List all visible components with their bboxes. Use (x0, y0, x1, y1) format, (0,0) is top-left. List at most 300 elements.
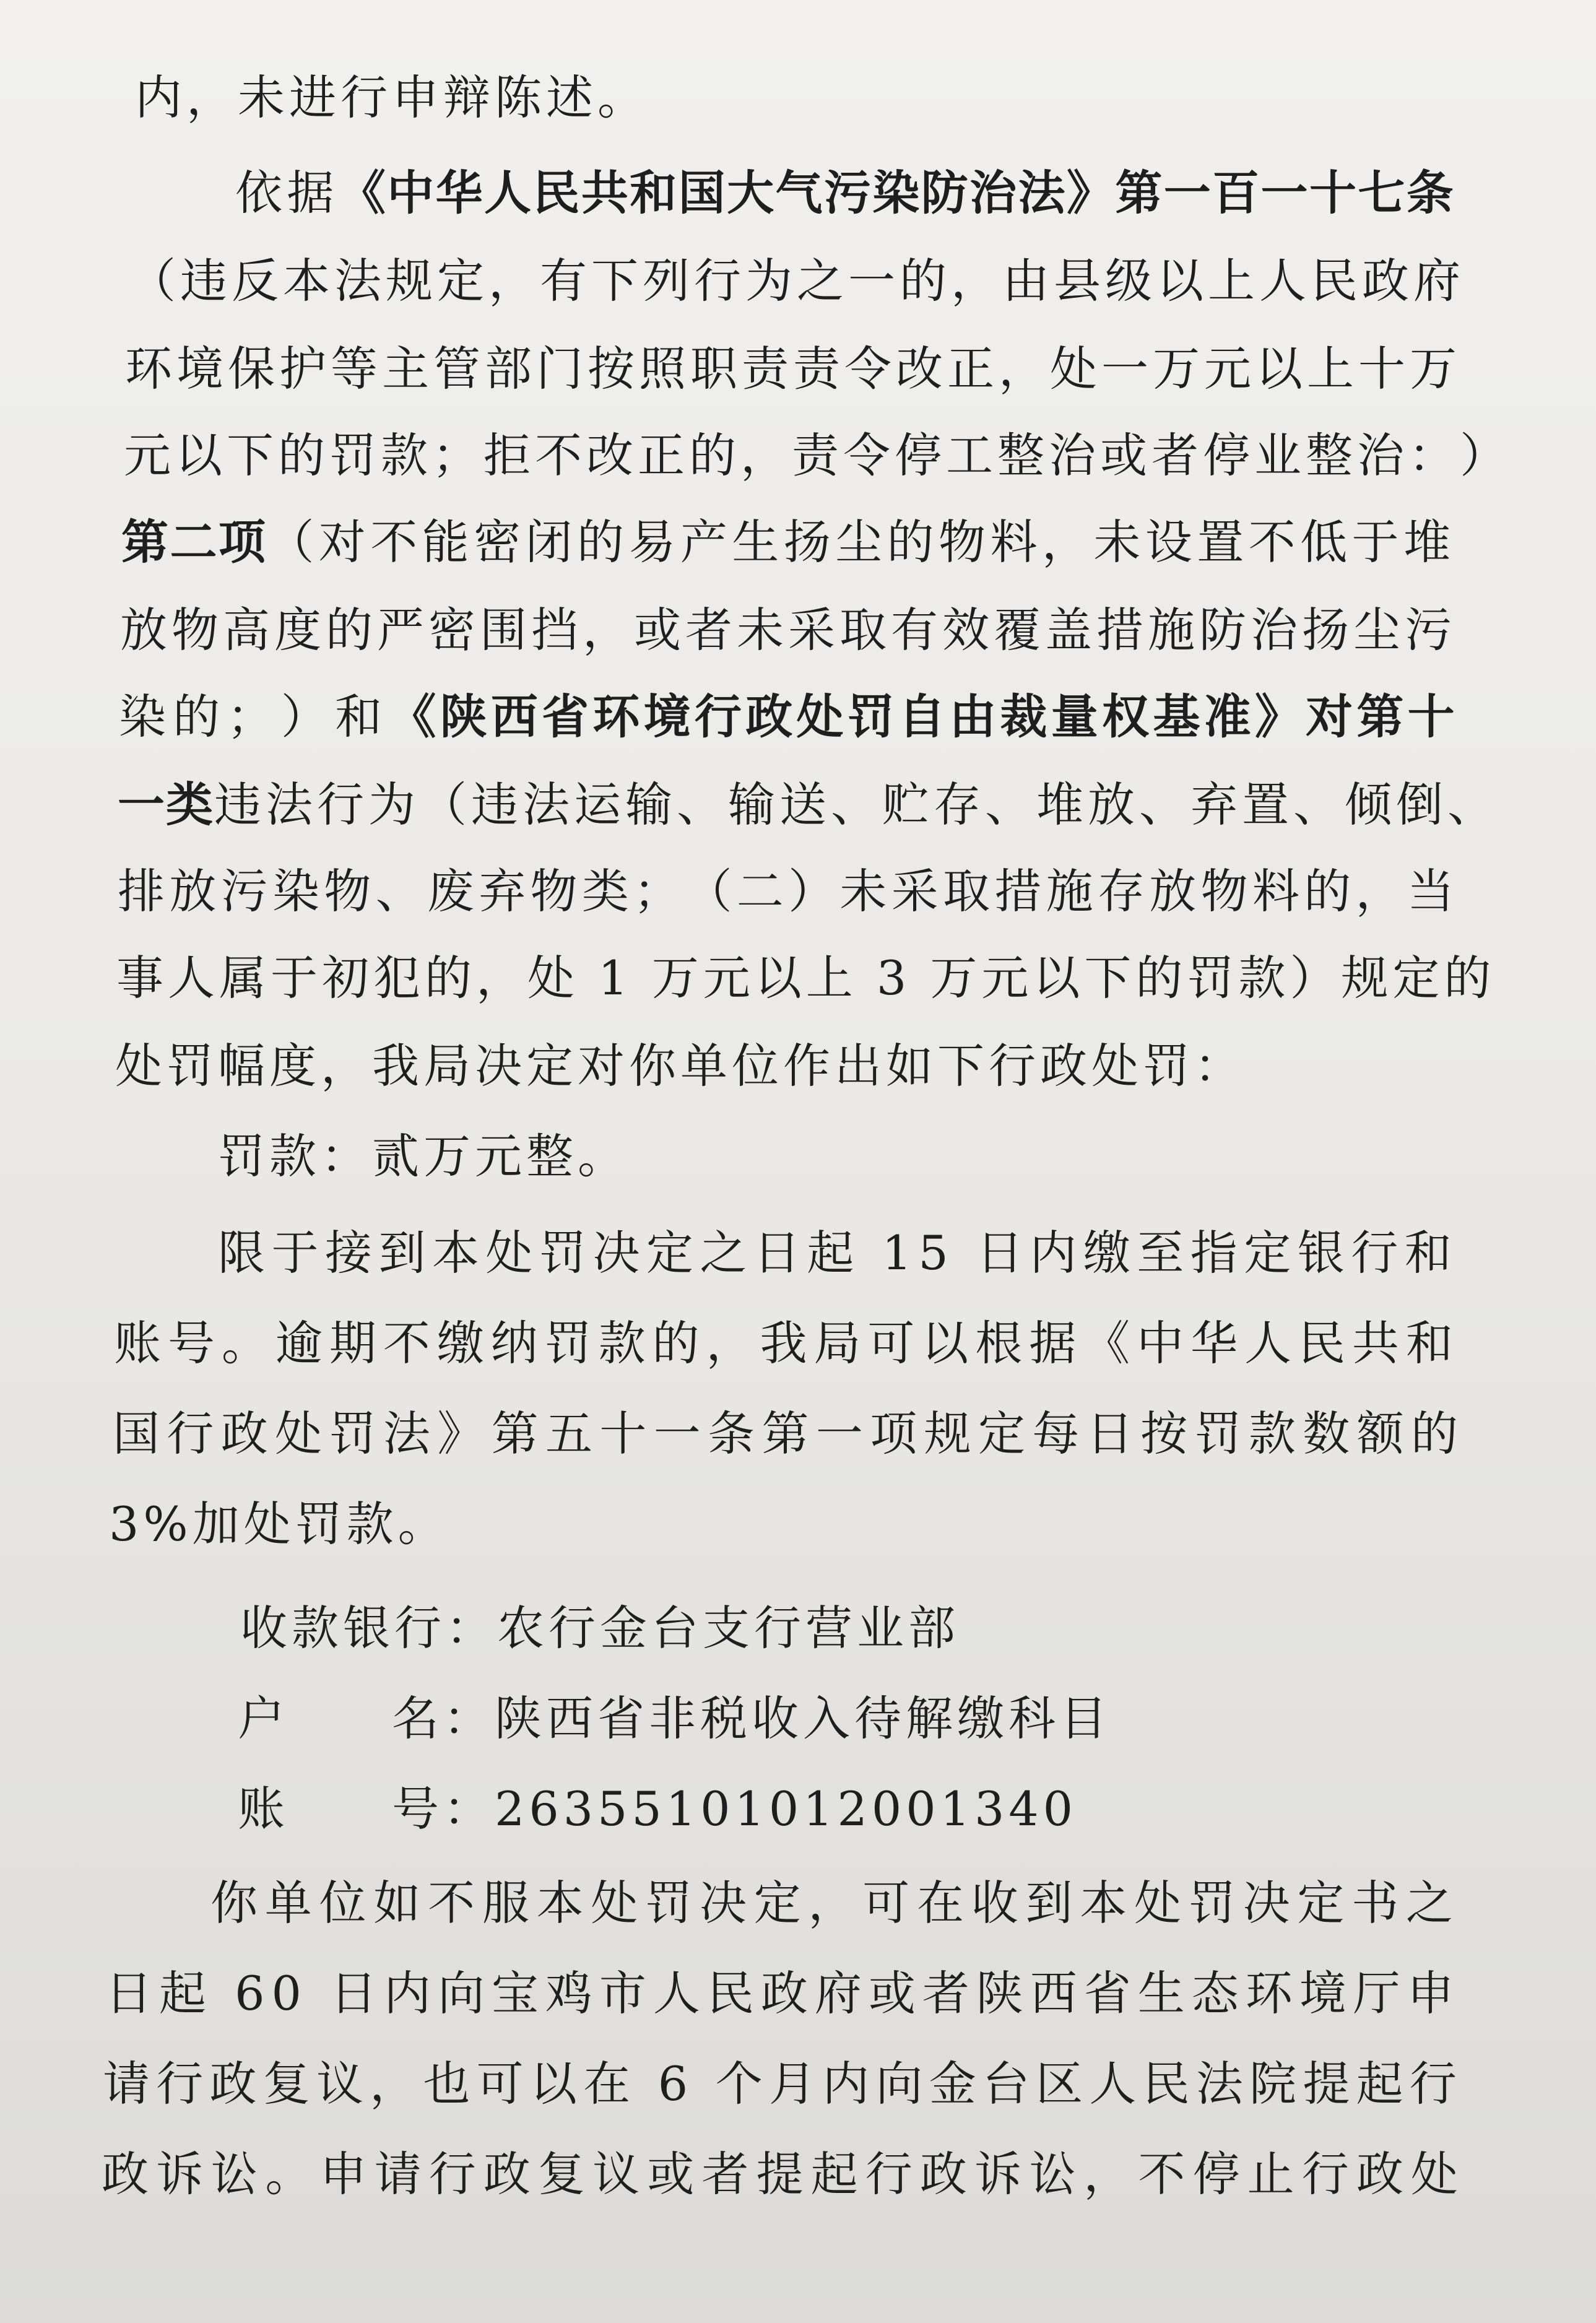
text-char: 十 (599, 1406, 651, 1461)
text-line (118, 774, 1499, 836)
text-char: 下 (1084, 950, 1136, 1005)
text-char: 6 (235, 1966, 269, 2021)
text-char: 人 (1089, 2056, 1141, 2111)
text-char: 1 (882, 1225, 916, 1280)
text-char: 限 (218, 1225, 269, 1280)
text-char: 物 (530, 864, 582, 919)
text-char: 者 (685, 602, 737, 658)
bold-text-char: 和 (630, 165, 679, 220)
text-char: 逾 (275, 1316, 327, 1371)
bold-text-char: 对 (1306, 689, 1355, 744)
text-char: 或 (868, 1966, 920, 2021)
text-char: 定 (1244, 1225, 1296, 1280)
text-char: 以 (1033, 950, 1085, 1005)
text-char: 级 (1105, 253, 1156, 308)
text-char: 围 (480, 602, 531, 658)
text-char: 态 (1191, 1966, 1243, 2021)
text-char: 罚 (539, 1225, 591, 1280)
text-char: 倾 (1345, 777, 1396, 832)
text-char: 西 (1030, 1966, 1082, 2021)
text-char: 行 (167, 1406, 219, 1461)
text-char: 挡 (531, 602, 583, 658)
text-char: 或 (647, 2147, 699, 2202)
text-char: 放 (1088, 777, 1139, 832)
text-line (115, 1035, 1246, 1097)
text-char: 规 (924, 1406, 976, 1461)
text-char: 列 (643, 253, 694, 308)
text-char: 改 (896, 341, 947, 396)
text-char: 保 (228, 341, 279, 396)
text-char: ， (488, 253, 540, 308)
bold-text-char: 治 (969, 165, 1018, 220)
text-char: 由 (1002, 253, 1054, 308)
bold-text-char: 十 (1407, 689, 1456, 744)
bold-text-char: 第 (1356, 689, 1405, 744)
text-line (238, 1778, 1077, 1840)
text-char: 根 (975, 1316, 1027, 1371)
text-char: 6 (657, 2056, 693, 2111)
text-char: 元 (981, 950, 1033, 1005)
text-char: 措 (994, 864, 1046, 919)
text-char: 环 (125, 341, 176, 396)
text-char (633, 947, 652, 1009)
text-char: ） (1460, 428, 1511, 483)
text-line (121, 511, 1455, 573)
text-char (955, 1222, 974, 1284)
text-char: 讼 (210, 2147, 262, 2202)
text-char: 额 (1356, 1406, 1408, 1461)
bold-text-char: 条 (1406, 165, 1455, 220)
text-char: 款 (1248, 1406, 1300, 1461)
text-char: 不 (383, 1316, 435, 1371)
bold-text-char: 气 (775, 165, 824, 220)
text-char: 一 (848, 253, 900, 308)
text-char: 的 (1411, 1406, 1462, 1461)
text-char: 按 (588, 341, 639, 396)
text-char: 改 (586, 428, 638, 483)
text-char: 到 (378, 1225, 430, 1280)
text-char: 初 (322, 950, 373, 1005)
text-char: 处 (1050, 341, 1101, 396)
text-segment: 收款银行：农行金台支行营业部 (240, 1600, 960, 1656)
text-char: 工 (946, 428, 997, 483)
text-char: 主 (382, 341, 433, 396)
text-char: 决 (1243, 1875, 1295, 1930)
text-line (235, 162, 1455, 224)
text-char: 县 (1054, 253, 1105, 308)
text-char: 定 (978, 1406, 1030, 1461)
text-char: 法 (383, 1406, 435, 1461)
text-char: 可 (867, 1316, 919, 1371)
text-char (579, 947, 598, 1009)
text-char: 向 (875, 2056, 927, 2111)
text-char: 提 (1303, 2056, 1355, 2111)
text-char: （ (685, 864, 737, 919)
text-char: 扬 (1302, 602, 1353, 658)
text-char: 整 (997, 428, 1049, 483)
text-char: 措 (1096, 602, 1148, 658)
text-char: 条 (708, 1406, 760, 1461)
text-char: 境 (176, 341, 228, 396)
text-line (238, 1688, 1111, 1750)
text-char: ； (227, 689, 279, 744)
text-char: 定 (646, 1225, 698, 1280)
bold-text-char: 处 (796, 689, 845, 744)
bold-text-char: 人 (484, 165, 533, 220)
text-char: 五 (545, 1406, 597, 1461)
text-char: 放 (120, 602, 171, 658)
text-char: 堆 (1036, 777, 1088, 832)
text-char: 府 (814, 1966, 866, 2021)
text-char: 诉 (974, 2147, 1026, 2202)
bold-text-char: 华 (435, 165, 484, 220)
text-char: ， (1083, 2147, 1135, 2202)
text-char: 第 (761, 1406, 813, 1461)
text-char: 议 (316, 2056, 368, 2111)
text-char: 一 (1101, 341, 1153, 396)
text-char: 第 (491, 1406, 543, 1461)
text-char: 政 (760, 1966, 812, 2021)
text-char: 和 (335, 689, 387, 744)
text-char: 尘 (835, 515, 887, 570)
text-char: 账 (114, 1316, 165, 1371)
text-char: 缴 (436, 1316, 488, 1371)
text-char: 元 (703, 950, 755, 1005)
text-char: 物 (1200, 864, 1252, 919)
text-char: 违 (180, 253, 232, 308)
text-char: 二 (736, 864, 788, 919)
text-line (113, 1403, 1462, 1465)
bold-text-char: 《 (338, 165, 387, 220)
bold-text-char: 法 (1018, 165, 1067, 220)
text-char: 或 (634, 602, 685, 658)
bold-text-char: 权 (1102, 689, 1151, 744)
text-char: 违 (214, 777, 266, 832)
text-char: 纳 (490, 1316, 542, 1371)
text-char: 不 (535, 428, 586, 483)
text-char: 《 (1083, 1316, 1135, 1371)
text-char: 3 (876, 950, 911, 1005)
text-char: 内 (1030, 1225, 1082, 1280)
text-char: 高 (223, 602, 274, 658)
text-char: 罚 (329, 1406, 381, 1461)
text-char: 治 (1251, 602, 1302, 658)
bold-text-char: 罚 (847, 689, 896, 744)
text-char: 犯 (373, 950, 425, 1005)
text-char: 政 (483, 2147, 535, 2202)
text-char: 罚 (645, 1875, 697, 1930)
text-segment: 罚款：贰万元整。 (218, 1129, 629, 1184)
text-char: 元 (124, 428, 175, 483)
text-char: 法 (523, 777, 574, 832)
text-char: 中 (1137, 1316, 1189, 1371)
text-char: 行 (1351, 1225, 1403, 1280)
text-char: 罚 (1187, 950, 1239, 1005)
text-line (135, 67, 649, 129)
text-char: 管 (433, 341, 485, 396)
text-char: 。 (265, 2147, 317, 2202)
text-char: 未 (1093, 515, 1145, 570)
bold-text-char: 大 (727, 165, 776, 220)
text-char: 国 (113, 1406, 164, 1461)
text-char: 议 (592, 2147, 644, 2202)
text-char: 事 (116, 950, 168, 1005)
text-char: 贮 (882, 777, 934, 832)
text-line (105, 1963, 1459, 2025)
text-char: 、 (375, 864, 427, 919)
text-char: 密 (428, 602, 480, 658)
text-char: 政 (1362, 253, 1413, 308)
text-char: 人 (653, 1966, 705, 2021)
text-char: 的 (1304, 864, 1356, 919)
text-char: 本 (1080, 1875, 1132, 1930)
text-char: 低 (1300, 515, 1352, 570)
text-char: 、 (1293, 777, 1345, 832)
text-char: 复 (262, 2056, 314, 2111)
text-char: 服 (482, 1875, 534, 1930)
text-char: ） (788, 864, 840, 919)
text-char: 接 (324, 1225, 376, 1280)
text-char: 盖 (1045, 602, 1096, 658)
text-char: 下 (227, 428, 278, 483)
text-char: 省 (1083, 1966, 1135, 2021)
text-line (240, 1597, 960, 1659)
text-char: 罚 (1188, 1875, 1240, 1930)
text-char: 法 (266, 777, 317, 832)
text-char: 、 (1447, 777, 1499, 832)
text-char: 政 (102, 2147, 153, 2202)
text-char: ， (706, 1316, 758, 1371)
text-char: 本 (536, 1875, 588, 1930)
text-char: 责 (793, 341, 844, 396)
text-char: 污 (220, 864, 272, 919)
text-char: 宝 (491, 1966, 543, 2021)
text-char: 正 (638, 428, 689, 483)
text-char: （ (129, 253, 180, 308)
text-char: 行 (317, 777, 368, 832)
text-char: 规 (386, 253, 437, 308)
text-char: 你 (210, 1875, 262, 1930)
text-char: 华 (1190, 1316, 1243, 1371)
text-char: 、 (677, 777, 728, 832)
text-char: 尘 (1353, 602, 1405, 658)
text-char: 拒 (484, 428, 535, 483)
text-char: 1 (598, 950, 633, 1005)
bold-text-char: 防 (921, 165, 969, 220)
text-char: 起 (1356, 2056, 1408, 2111)
bold-text-char: 二 (170, 515, 219, 570)
text-char: ， (1041, 515, 1093, 570)
text-char: 决 (699, 1875, 751, 1930)
text-char: 人 (1259, 253, 1311, 308)
text-char: ； (633, 864, 685, 919)
text-char: 度 (274, 602, 326, 658)
text-char: 行 (694, 253, 745, 308)
text-char: 按 (1140, 1406, 1192, 1461)
text-char: 以 (921, 1316, 973, 1371)
text-char: 严 (377, 602, 428, 658)
text-char: 万 (930, 950, 982, 1005)
text-char: 环 (1245, 1966, 1297, 2021)
text-char: 等 (331, 341, 382, 396)
text-char: 覆 (994, 602, 1045, 658)
text-char: 存 (934, 777, 985, 832)
text-char: 万 (1410, 341, 1461, 396)
text-char (861, 1222, 880, 1284)
text-char: 诉 (156, 2147, 208, 2202)
text-char (308, 1963, 327, 2025)
text-char: 日 (105, 1966, 157, 2021)
text-char: 的 (173, 689, 225, 744)
text-segment: 内，未进行申辩陈述。 (135, 70, 649, 125)
text-char: 、 (1139, 777, 1190, 832)
text-char: 置 (1242, 777, 1293, 832)
text-char: 、 (831, 777, 882, 832)
text-char: 行 (1409, 2056, 1461, 2111)
text-char: 生 (1137, 1966, 1189, 2021)
text-line (210, 1872, 1457, 1934)
text-char: 以 (754, 950, 806, 1005)
text-char: ， (951, 253, 1002, 308)
text-char: ， (1355, 864, 1407, 919)
text-char: 决 (592, 1225, 644, 1280)
text-char: 止 (1247, 2147, 1299, 2202)
text-char: ： (1408, 428, 1460, 483)
text-char: 位 (319, 1875, 371, 1930)
text-char: 放 (1149, 864, 1201, 919)
text-char: 共 (1351, 1316, 1403, 1371)
text-char: 罚 (1194, 1406, 1246, 1461)
text-char: 停 (1192, 2147, 1244, 2202)
text-char: 区 (1036, 2056, 1088, 2111)
text-char: 的 (689, 428, 740, 483)
bold-text-char: 准 (1204, 689, 1252, 744)
text-char: 行 (1301, 2147, 1353, 2202)
text-char: 台 (982, 2056, 1034, 2111)
text-char: ） (1290, 950, 1342, 1005)
text-char: 处 (275, 1406, 327, 1461)
text-char: 对 (318, 515, 370, 570)
text-line (103, 2053, 1461, 2115)
text-char: 起 (158, 1966, 210, 2021)
text-char: 属 (219, 950, 271, 1005)
text-char: 设 (1145, 515, 1197, 570)
text-char: 元 (1204, 341, 1256, 396)
text-char: 鸡 (545, 1966, 597, 2021)
text-char: 可 (476, 2056, 528, 2111)
text-char: 为 (745, 253, 797, 308)
text-char: 料 (990, 515, 1042, 570)
text-char: 照 (639, 341, 690, 396)
text-char: 责 (742, 341, 793, 396)
text-line (102, 2143, 1462, 2205)
text-char: 至 (1137, 1225, 1189, 1280)
text-char: 排 (118, 864, 169, 919)
bold-text-char: 一 (1260, 165, 1309, 220)
bold-text-char: 行 (694, 689, 743, 744)
text-char: 政 (209, 2056, 261, 2111)
bold-text-char: 政 (745, 689, 794, 744)
text-char: 》 (437, 1406, 489, 1461)
text-char: ） (280, 689, 332, 744)
text-char: 施 (1046, 864, 1098, 919)
text-char: 万 (651, 950, 703, 1005)
text-segment: 处罚幅度，我局决定对你单位作出如下行政处罚： (115, 1038, 1246, 1093)
text-char: 未 (737, 602, 788, 658)
text-char: 在 (916, 1875, 968, 1930)
text-char: 易 (628, 515, 680, 570)
text-char: 起 (810, 2147, 862, 2202)
text-char: 民 (1311, 253, 1362, 308)
text-char: 效 (942, 602, 994, 658)
text-char: 以 (1156, 253, 1208, 308)
text-char: 施 (1148, 602, 1199, 658)
text-char: 下 (591, 253, 643, 308)
text-char: 染 (272, 864, 324, 919)
text-char: 的 (425, 950, 476, 1005)
text-char: 能 (422, 515, 474, 570)
text-char: 不 (1248, 515, 1300, 570)
text-char: 在 (583, 2056, 635, 2111)
text-char: 输 (625, 777, 677, 832)
bold-text-char: 第 (121, 515, 170, 570)
text-char: 整 (1306, 428, 1357, 483)
text-char: 治 (1357, 428, 1408, 483)
text-char (213, 1963, 232, 2025)
text-char: 局 (813, 1316, 865, 1371)
text-char: 复 (538, 2147, 589, 2202)
text-char: 0 (271, 1966, 306, 2021)
text-char: 项 (870, 1406, 922, 1461)
text-char: （ (267, 515, 319, 570)
bold-text-char: 项 (218, 515, 267, 570)
text-char: ， (583, 602, 634, 658)
text-char: 处 (591, 1875, 643, 1930)
text-char: 运 (574, 777, 625, 832)
text-char: 市 (599, 1966, 651, 2021)
text-char: 的 (1444, 950, 1496, 1005)
text-char: 物 (324, 864, 376, 919)
bold-text-char: 境 (643, 689, 692, 744)
text-char: ， (740, 428, 792, 483)
text-char: 处 (527, 950, 579, 1005)
text-char: 定 (437, 253, 488, 308)
text-char: 以 (175, 428, 227, 483)
text-char: 以 (1256, 341, 1307, 396)
text-char: 、 (985, 777, 1036, 832)
text-char: 金 (929, 2056, 981, 2111)
text-char: 停 (895, 428, 946, 483)
bold-text-char: 裁 (1000, 689, 1049, 744)
text-char: 业 (1254, 428, 1306, 483)
text-char: 不 (1138, 2147, 1190, 2202)
text-char: 不 (428, 1875, 480, 1930)
text-char: 不 (370, 515, 422, 570)
bold-text-char: 民 (532, 165, 581, 220)
text-char: 内 (822, 2056, 874, 2111)
text-char: 5 (918, 1225, 953, 1280)
text-char: 为 (368, 777, 420, 832)
text-char: 上 (1208, 253, 1259, 308)
text-char: 令 (843, 428, 895, 483)
text-char: 行 (156, 2056, 208, 2111)
text-char: 民 (1298, 1316, 1350, 1371)
text-char: 起 (807, 1225, 859, 1280)
text-line (109, 1493, 449, 1555)
bold-text-char: 基 (1153, 689, 1202, 744)
text-char: 防 (1199, 602, 1251, 658)
text-char: 污 (1405, 602, 1456, 658)
